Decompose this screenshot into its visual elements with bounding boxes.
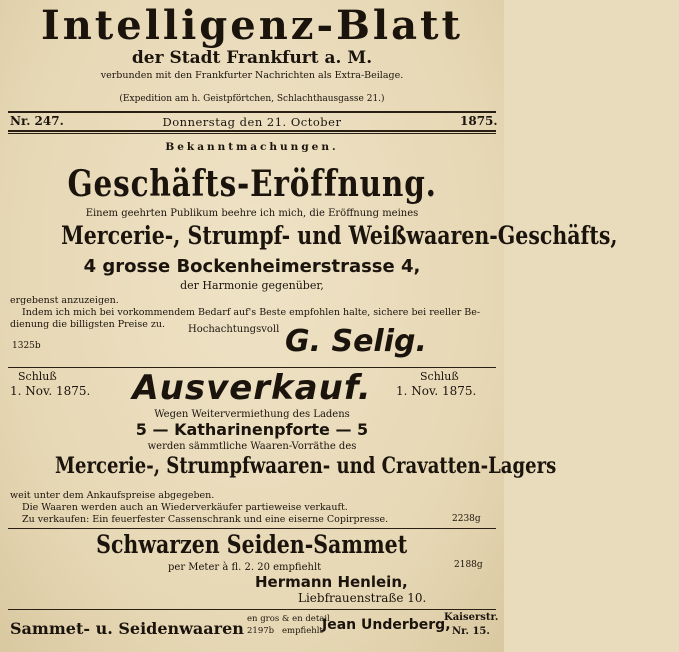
dateline-rule <box>8 130 496 132</box>
ad1-signature: G. Selig. <box>285 324 427 359</box>
ad2-business: Mercerie-, Strumpfwaaren- und Cravatten-Lagers <box>55 453 557 479</box>
ad4-right-top: Kaiserstr. <box>444 612 499 623</box>
issue-year: 1875. <box>460 114 498 128</box>
masthead-expedition: (Expedition am h. Geistpförtchen, Schlachthausgasse 21.) <box>119 94 385 104</box>
ad2-line2: werden sämmtliche Waaren-Vorräthe des <box>147 441 357 452</box>
ad3-ref: 2188g <box>454 560 483 570</box>
issue-date: Donnerstag den 21. October <box>162 115 342 129</box>
ad2-ref: 2238g <box>452 514 481 524</box>
ad1-opposite: der Harmonie gegenüber, <box>180 279 324 292</box>
ad2-headline: Ausverkauf. <box>132 368 372 408</box>
ad2-left-top: Schluß <box>18 370 57 383</box>
ad2-line4: Die Waaren werden auch an Wiederverkäufer partieweise verkauft. <box>22 502 348 513</box>
dateline-rule-thin <box>8 133 496 134</box>
ad3-merchant: Hermann Henlein, <box>255 573 408 591</box>
ad4-mid-bottom-left: 2197b <box>247 626 275 636</box>
issue-number: Nr. 247. <box>10 114 64 128</box>
ad1-business: Mercerie-, Strumpf- und Weißwaaren-Geschäfts, <box>61 221 618 250</box>
ad2-line3: weit unter dem Ankaufspreise abgegeben. <box>10 490 215 501</box>
ad3-address: Liebfrauenstraße 10. <box>298 591 427 605</box>
ad2-right-top: Schluß <box>420 370 459 383</box>
masthead-rule-top <box>8 111 496 113</box>
ad4-right-bottom: Nr. 15. <box>452 626 490 637</box>
ad4-merchant: Jean Underberg, <box>322 617 451 633</box>
section-header: Bekanntmachungen. <box>165 141 339 153</box>
ad2-line1: Wegen Weitervermiethung des Ladens <box>154 409 350 420</box>
ad1-ref: 1325b <box>12 341 41 351</box>
ad1-body-3: dienung die billigsten Preise zu. <box>10 319 165 330</box>
ad1-address: 4 grosse Bockenheimerstrasse 4, <box>83 256 421 277</box>
masthead-affiliation: verbunden mit den Frankfurter Nachrichten als Extra-Beilage. <box>100 70 404 81</box>
ad2-left-bottom: 1. Nov. 1875. <box>10 384 91 398</box>
ad1-intro: Einem geehrten Publikum beehre ich mich, die Eröffnung meines <box>85 208 419 219</box>
ad4-mid-top: en gros & en detail <box>247 614 330 624</box>
ad1-body-2: Indem ich mich bei vorkommendem Bedarf auf's Beste empfohlen halte, sichere bei reeller Be- <box>22 307 481 318</box>
ad1-closing: Hochachtungsvoll <box>188 324 280 335</box>
masthead-subtitle: der Stadt Frankfurt a. M. <box>131 48 373 68</box>
ad3-headline: Schwarzen Seiden-Sammet <box>96 530 408 559</box>
ad3-divider <box>8 609 496 610</box>
ad1-body-1: ergebenst anzuzeigen. <box>10 295 119 306</box>
ad1-headline: Geschäfts-Eröffnung. <box>67 163 437 205</box>
masthead-title: Intelligenz-Blatt <box>41 2 463 49</box>
ad2-address: 5 — Katharinenpforte — 5 <box>135 420 369 439</box>
ad3-price: per Meter à fl. 2. 20 empfiehlt <box>168 562 322 573</box>
ad2-divider <box>8 528 496 529</box>
ad2-line5: Zu verkaufen: Ein feuerfester Cassenschrank und eine eiserne Copirpresse. <box>22 514 389 525</box>
ad2-right-bottom: 1. Nov. 1875. <box>396 384 477 398</box>
ad4-left: Sammet- u. Seidenwaaren <box>10 619 244 638</box>
ad4-mid-bottom-right: empfiehlt <box>282 626 323 636</box>
